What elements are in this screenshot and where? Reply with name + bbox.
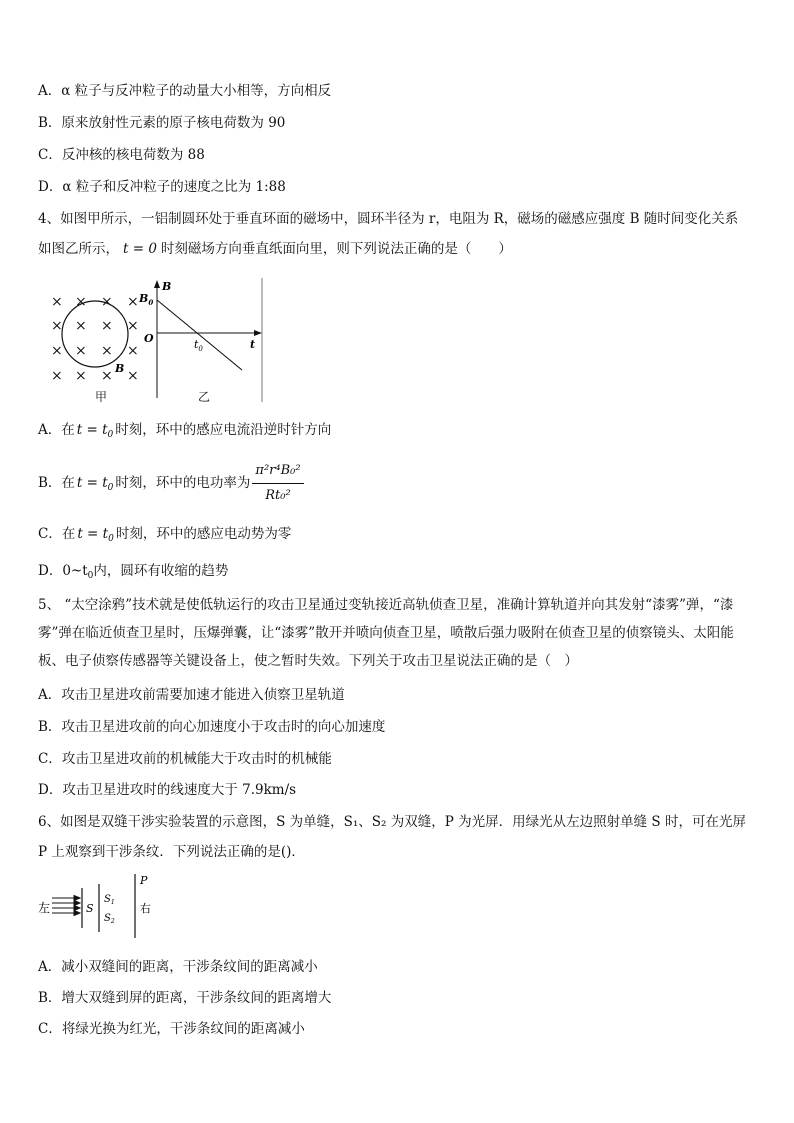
cross-mark: × — [75, 294, 87, 310]
ring-label: B — [115, 362, 125, 375]
cross-mark: × — [127, 343, 139, 359]
svg-text:P: P — [140, 874, 148, 887]
aluminum-ring — [62, 301, 128, 367]
power-fraction: $\frac{\text{π²r⁴B₀²}}{\text{Rt₀²}}$ — [252, 460, 303, 507]
q6-option-a: A．减小双缝间的距离，干涉条纹间的距离减小 — [38, 959, 318, 975]
cross-mark: × — [51, 318, 63, 334]
q6-option-b: B．增大双缝到屏的距离，干涉条纹间的距离增大 — [38, 990, 332, 1006]
cross-mark: × — [127, 368, 139, 384]
cross-mark: × — [101, 294, 113, 310]
q6-stem-line1: 6、如图是双缝干涉实验装置的示意图，S 为单缝，S₁、S₂ 为双缝，P 为光屏．用绿光从左边照射单缝 S 时，可在光屏 — [38, 814, 746, 830]
q4-option-d: D．$0\sim t_0$内，圆环有收缩的趋势 — [38, 563, 229, 581]
incident-light-arrows — [52, 896, 80, 916]
svg-text:t: t — [250, 338, 256, 351]
b-t-graph-line — [157, 300, 242, 370]
q4-figure-yi — [140, 278, 270, 404]
q3-option-a: A．α 粒子与反冲粒子的动量大小相等，方向相反 — [38, 83, 332, 99]
cross-mark: × — [51, 294, 63, 310]
q4-stem-line2: 如图乙所示， t = 0 时刻磁场方向垂直纸面向里，则下列说法正确的是（ ） — [38, 241, 512, 257]
q5-stem: 5、 “太空涂鸦”技术就是使低轨运行的攻击卫星通过变轨接近高轨侦查卫星，准确计算轨道并向其发射“漆雾”弹，“漆雾”弹在临近侦查卫星时，压爆弹囊，让“漆雾”散开并喷向侦查卫星，喷散后强力吸附在侦查卫星的侦察镜头、太阳能板、电子侦察传感器等关键设备上，使之暂时失效。下列关于攻击卫星说法正确的是（ ） — [38, 597, 734, 669]
q5-option-a: A．攻击卫星进攻前需要加速才能进入侦察卫星轨道 — [38, 687, 345, 703]
svg-text:O: O — [144, 332, 154, 345]
cross-mark: × — [75, 368, 87, 384]
q6-double-slit-figure — [36, 872, 166, 942]
q5-option-d: D．攻击卫星进攻时的线速度大于 7.9km/s — [38, 782, 297, 798]
cross-mark: × — [51, 368, 63, 384]
q3-option-d: D．α 粒子和反冲粒子的速度之比为 1:88 — [38, 179, 286, 195]
svg-text:左: 左 — [38, 901, 51, 915]
svg-text:右: 右 — [140, 902, 151, 915]
cross-mark: × — [75, 318, 87, 334]
cross-mark: × — [101, 343, 113, 359]
svg-text:t0: $t_0$ — [194, 338, 203, 353]
cross-mark: × — [127, 294, 139, 310]
q4-option-a: A．在 $t = t_0$ 时刻，环中的感应电流沿逆时针方向 — [38, 422, 332, 440]
q3-option-b: B．原来放射性元素的原子核电荷数为 90 — [38, 115, 286, 131]
cross-mark: × — [101, 368, 113, 384]
svg-text:B: B — [162, 280, 172, 293]
svg-text:B0: $B_0$ — [139, 292, 154, 307]
cross-mark: × — [51, 343, 63, 359]
fig-yi-label: 乙 — [198, 390, 211, 404]
q5-option-c: C．攻击卫星进攻前的机械能大于攻击时的机械能 — [38, 751, 332, 767]
q6-option-c: C．将绿光换为红光，干涉条纹间的距离减小 — [38, 1021, 305, 1037]
cross-marks — [51, 294, 139, 384]
svg-text:S: S — [86, 902, 94, 915]
q5-option-b: B．攻击卫星进攻前的向心加速度小于攻击时的向心加速度 — [38, 719, 386, 735]
fig-jia-label: 甲 — [95, 390, 108, 404]
cross-mark: × — [101, 318, 113, 334]
svg-text:S2: $S_2$ — [104, 913, 115, 925]
cross-mark: × — [127, 318, 139, 334]
svg-text:S1: $S_1$ — [104, 894, 115, 906]
cross-mark: × — [75, 343, 87, 359]
q4-stem-line1: 4、如图甲所示，一铝制圆环处于垂直环面的磁场中，圆环半径为 r，电阻为 R，磁场的磁感应强度 B 随时间变化关系 — [38, 211, 739, 227]
q4-option-b: B．在 $t = t_0$ 时刻，环中的电功率为 $\frac{\text{π²r⁴B₀²}}{\text{Rt₀²}}$ — [38, 460, 304, 507]
q4-option-c: C．在 $t = t_0$ 时刻，环中的感应电动势为零 — [38, 526, 292, 544]
q6-stem-line2: P 上观察到干涉条纹．下列说法正确的是()． — [38, 844, 305, 860]
q3-option-c: C．反冲核的核电荷数为 88 — [38, 147, 205, 163]
